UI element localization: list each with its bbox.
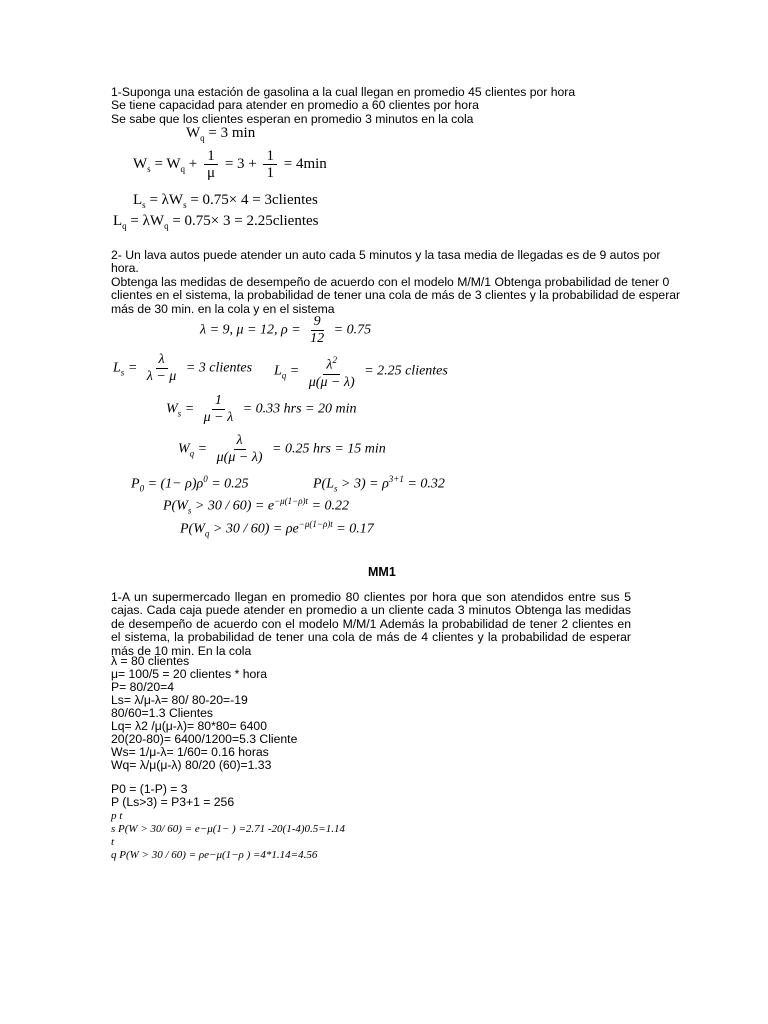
eq-ls2: $L_s$ = $\frac{\lambda}{\lambda - \mu}$ = 3 clientes xyxy=(113,352,253,384)
problem2-line: clientes en el sistema, la probabilidad de tener una cola de más de 3 clientes y la probabilidad de esperar xyxy=(111,288,681,303)
problem3-lines xyxy=(111,655,297,772)
eq-lq: $L_q = \lambda W_q = 0.75\times 3$ = 2.25clientes xyxy=(113,213,319,231)
small-formula-4: q P(W > 30 / 60) = ρe−μ(1−ρ ) =4*1.14=4.56 xyxy=(111,849,318,861)
calc-line: 20(20-80)= 6400/1200=5.3 Cliente xyxy=(111,732,298,746)
problem2-line: más de 30 min. en la cola y en el sistema xyxy=(111,301,335,316)
calc-line: Ls= λ/μ-λ= 80/ 80-20=-19 xyxy=(111,693,248,707)
problem1-line: Se sabe que los clientes esperan en promedio 3 minutos en la cola xyxy=(111,111,474,126)
calc-line: P0 = (1-P) = 3 xyxy=(111,782,188,796)
problem3-lines2 xyxy=(111,783,234,809)
eq-wq: $W_q = 3$ min xyxy=(186,125,256,143)
problem3-paragraph: 1-A un supermercado llegan en promedio 80 clientes por hora que son atendidos entre sus 5 cajas. Cada caja puede atender en promedio a un cliente cada 3 minutos Obtenga las medidas de desempeño de acuerdo con el modelo M/M/1 Además la probabilidad de tener 2 clientes en el sistema, la probabilidad de tener una cola de más de 4 clientes y la probabilidad de esperar más de 10 min. En la cola xyxy=(111,590,631,658)
calc-line: P (Ls>3) = P3+1 = 256 xyxy=(111,795,235,809)
calc-line: Ws= 1/μ-λ= 1/60= 0.16 horas xyxy=(111,745,269,759)
eq-p0: $P_0 = (1- \rho)\rho^0 = 0.25$ xyxy=(131,474,249,494)
small-formula-2: s P(W > 30/ 60) = e−μ(1− ) =2.71 -20(1-4)0.5=1.14 xyxy=(111,823,345,835)
eq-ws2: $W_s$ = $\frac{1}{\mu - \lambda}$ = 0.33 hrs = 20 min xyxy=(166,393,357,425)
eq-wq2: $W_q$ = $\frac{\lambda}{\mu(\mu - \lambda)}$ = 0.25 hrs = 15 min xyxy=(178,433,386,465)
eq-ws: $W_s = W_q$ + $\frac{1}{\mu}$ = 3 + $\frac{1}{1}$ = 4min xyxy=(133,148,327,181)
calc-line: Wq= λ/μ(μ-λ) 80/20 (60)=1.33 xyxy=(111,758,272,772)
calc-line: 80/60=1.3 Clientes xyxy=(111,706,213,720)
problem1-text xyxy=(111,86,575,126)
problem1-line: 1-Suponga una estación de gasolina a la cual llegan en promedio 45 clientes por hora xyxy=(111,85,576,99)
eq-pls: $P(L_s > 3) = \rho^{3+1} = 0.32$ xyxy=(313,474,445,494)
problem2-line: hora. xyxy=(111,261,139,276)
calc-line: Lq= λ2 /μ(μ-λ)= 80*80= 6400 xyxy=(111,719,267,733)
problem2-line: 2- Un lava autos puede atender un auto cada 5 minutos y la tasa media de llegadas es de 9 autos por xyxy=(111,248,661,262)
eq-params: λ = 9, μ = 12, ρ = $\frac{9}{12}$ = 0.75 xyxy=(200,314,372,346)
small-formula-3: t xyxy=(111,836,115,848)
calc-line: λ = 80 clientes xyxy=(111,654,190,668)
problem2-text xyxy=(111,249,680,316)
calc-line: P= 80/20=4 xyxy=(111,680,175,694)
small-formula-1: p t xyxy=(111,810,123,822)
eq-pws: $P(W_s > 30 / 60) = e^{-\mu(1-\rho)t} = 0.22$ xyxy=(163,496,350,516)
eq-pwq: $P(W_q > 30 / 60) = \rho e^{-\mu(1-\rho)t} = 0.17$ xyxy=(180,519,374,539)
section-title: MM1 xyxy=(368,565,396,579)
problem1-line: Se tiene capacidad para atender en promedio a 60 clientes por hora xyxy=(111,98,479,113)
problem2-line: Obtenga las medidas de desempeño de acuerdo con el modelo M/M/1 Obtenga probabilidad de tener 0 xyxy=(111,274,670,289)
eq-ls: $L_s = \lambda W_s = 0.75\times 4$ = 3clientes xyxy=(133,192,318,210)
calc-line: μ= 100/5 = 20 clientes * hora xyxy=(111,667,268,681)
eq-lq2: $L_q$ = $\frac{\lambda^2}{\mu(\mu - \lambda)}$ = 2.25 clientes xyxy=(274,352,448,391)
